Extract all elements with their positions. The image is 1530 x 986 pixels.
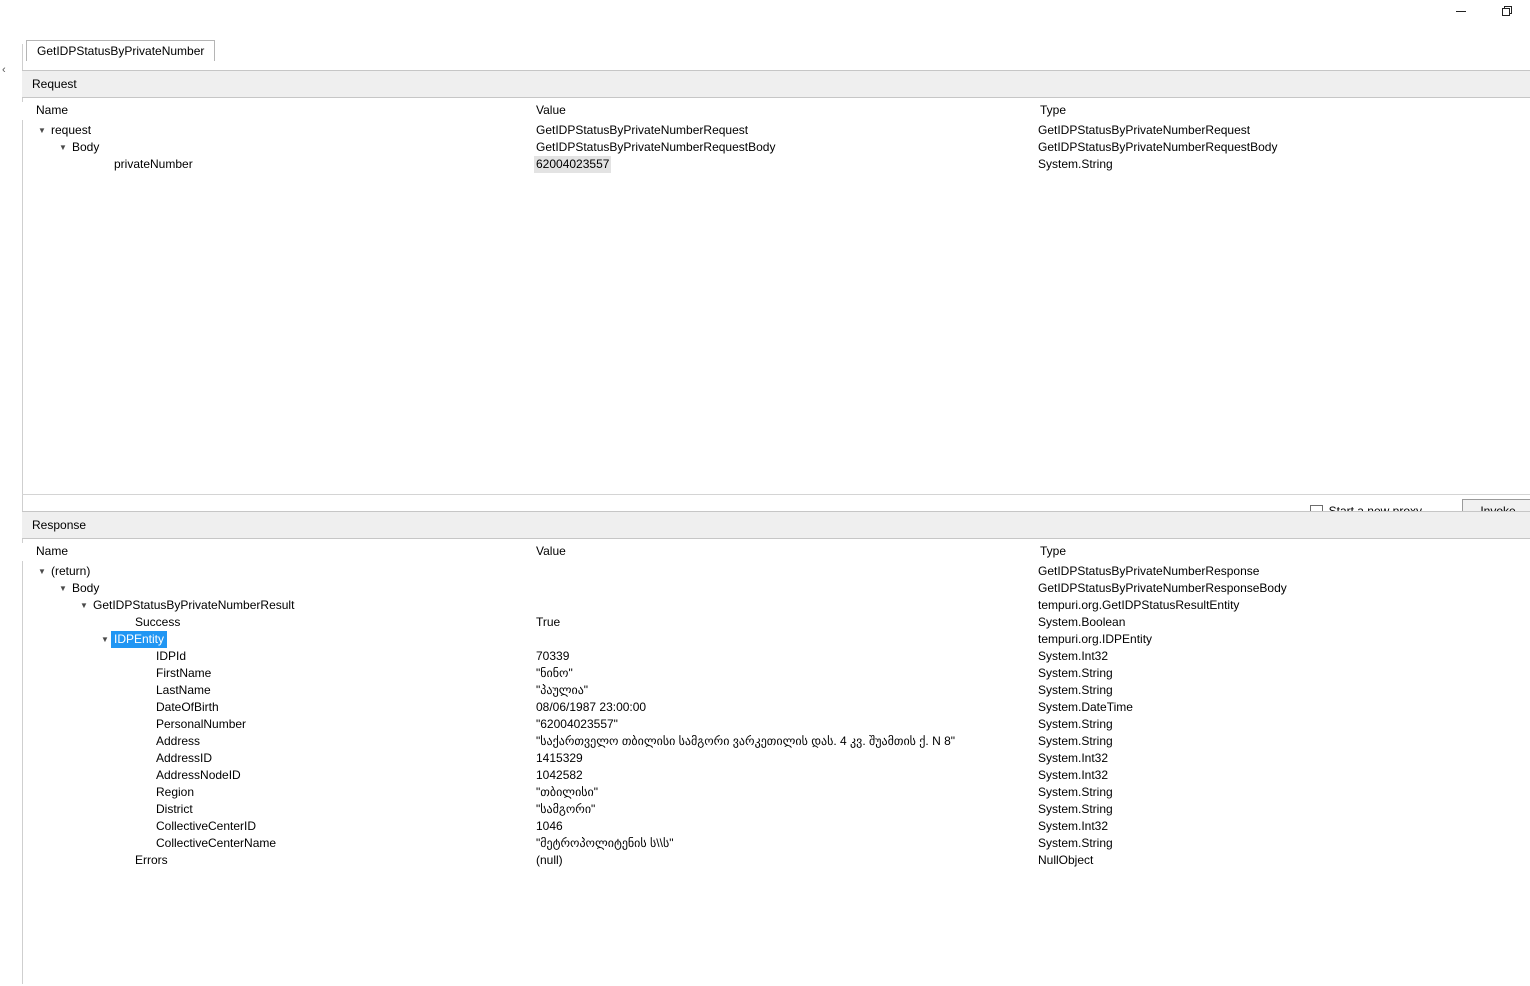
- tree-row-label: IDPEntity: [111, 631, 167, 648]
- tree-row[interactable]: [22, 699, 1530, 716]
- tree-row[interactable]: [22, 716, 1530, 733]
- response-tree[interactable]: [22, 563, 1530, 983]
- tree-row-type-cell: GetIDPStatusByPrivateNumberRequest: [1038, 123, 1251, 137]
- tree-indent-spacer: [141, 818, 153, 835]
- tree-indent-spacer: [141, 733, 153, 750]
- tree-row-name-cell: [141, 733, 203, 750]
- tree-row[interactable]: [22, 682, 1530, 699]
- tree-row-value: (null): [536, 853, 563, 867]
- tree-row-name-cell: [57, 580, 102, 597]
- tree-row-value: GetIDPStatusByPrivateNumberRequestBody: [536, 140, 776, 154]
- tree-row-type-cell: System.Int32: [1038, 751, 1109, 765]
- tree-row-value-cell[interactable]: [534, 597, 538, 614]
- response-column-name[interactable]: Name: [36, 544, 69, 558]
- tree-row-name-cell: [141, 801, 196, 818]
- chevron-down-icon[interactable]: ▼: [38, 126, 46, 135]
- tree-row-value-cell[interactable]: [534, 835, 675, 852]
- tree-row-name-cell: [141, 682, 214, 699]
- tree-row-type-cell: GetIDPStatusByPrivateNumberRequestBody: [1038, 140, 1278, 154]
- tree-row-label: FirstName: [156, 666, 212, 680]
- tree-row-value: "პაულია": [536, 683, 589, 697]
- tree-row[interactable]: [22, 563, 1530, 580]
- tree-row[interactable]: [22, 648, 1530, 665]
- tree-row-value-cell[interactable]: [534, 716, 620, 733]
- tree-row-name-cell: [141, 750, 215, 767]
- tree-row-label: AddressNodeID: [156, 768, 241, 782]
- tree-row-value: 1046: [536, 819, 563, 833]
- tree-row-label: AddressID: [156, 751, 213, 765]
- chevron-down-icon[interactable]: ▼: [59, 143, 67, 152]
- tree-row[interactable]: [22, 580, 1530, 597]
- request-column-value[interactable]: Value: [536, 103, 566, 117]
- tree-row-value-cell[interactable]: [534, 682, 590, 699]
- tree-row-value: 1415329: [536, 751, 583, 765]
- tree-row-name-cell: [57, 139, 102, 156]
- tree-row-name-cell: [141, 767, 244, 784]
- tree-indent-spacer: [141, 682, 153, 699]
- tree-row-label: GetIDPStatusByPrivateNumberResult: [93, 598, 295, 612]
- tree-row-name-cell: [78, 597, 297, 614]
- tree-row[interactable]: [22, 818, 1530, 835]
- tree-row-label: District: [156, 802, 193, 816]
- tree-row-value: 1042582: [536, 768, 583, 782]
- tree-row-value-cell[interactable]: [534, 733, 957, 750]
- tree-row[interactable]: [22, 801, 1530, 818]
- tree-row[interactable]: [22, 122, 1530, 139]
- tree-row-type-cell: System.String: [1038, 802, 1113, 816]
- request-panel-label: Request: [32, 77, 77, 91]
- rail-marker: ‹: [2, 64, 6, 76]
- tree-row-type-cell: GetIDPStatusByPrivateNumberResponseBody: [1038, 581, 1287, 595]
- minimize-icon[interactable]: [1438, 0, 1484, 22]
- tree-row-label: Address: [156, 734, 201, 748]
- tree-row-name-cell: [141, 648, 189, 665]
- tree-row-name-cell: [141, 665, 214, 682]
- tree-row-value-cell[interactable]: [534, 614, 562, 631]
- tree-indent-spacer: [141, 665, 153, 682]
- tree-row-label: request: [51, 123, 92, 137]
- tree-row-type-cell: System.Int32: [1038, 819, 1109, 833]
- tree-row[interactable]: [22, 597, 1530, 614]
- tree-row-name-cell: [99, 631, 167, 648]
- tree-row-label: (return): [51, 564, 91, 578]
- tree-indent-spacer: [141, 716, 153, 733]
- tree-row-value-cell[interactable]: [534, 784, 600, 801]
- request-column-type[interactable]: Type: [1040, 103, 1067, 117]
- tree-row-name-cell: [141, 784, 197, 801]
- title-bar: [0, 0, 1530, 23]
- tree-row-label: Body: [72, 581, 100, 595]
- left-rail: [0, 22, 23, 986]
- tree-row-value: "მეტროპოლიტენის ს\\ს": [536, 836, 674, 850]
- tree-row[interactable]: [22, 767, 1530, 784]
- tree-row-value-cell[interactable]: [534, 631, 538, 648]
- tree-indent-spacer: [120, 614, 132, 631]
- tree-row-value-cell[interactable]: [534, 122, 750, 139]
- tree-row-label: CollectiveCenterID: [156, 819, 257, 833]
- tree-row[interactable]: [22, 784, 1530, 801]
- tree-row-type-cell: System.String: [1038, 717, 1113, 731]
- tree-row-value: 62004023557: [536, 157, 610, 171]
- tree-row-name-cell: [120, 614, 183, 631]
- response-column-headers: [22, 543, 1530, 561]
- tree-row-label: PersonalNumber: [156, 717, 247, 731]
- tree-row-value: GetIDPStatusByPrivateNumberRequest: [536, 123, 749, 137]
- tree-row-type-cell: System.String: [1038, 683, 1113, 697]
- request-column-headers: [22, 102, 1530, 120]
- tree-row-value-cell[interactable]: [534, 818, 565, 835]
- tree-row-value-cell[interactable]: [534, 767, 585, 784]
- tab-label: GetIDPStatusByPrivateNumber: [37, 44, 205, 58]
- tree-row-value-cell[interactable]: [534, 563, 538, 580]
- tree-row[interactable]: [22, 665, 1530, 682]
- tree-row-label: DateOfBirth: [156, 700, 219, 714]
- tree-row-value: "თბილისი": [536, 785, 599, 799]
- tree-row-value-cell[interactable]: [534, 648, 571, 665]
- tree-row-name-cell: [36, 122, 94, 139]
- tree-row-type-cell: System.String: [1038, 666, 1113, 680]
- chevron-down-icon[interactable]: ▼: [101, 635, 109, 644]
- tree-row-label: Errors: [135, 853, 168, 867]
- tree-row-type-cell: System.Int32: [1038, 649, 1109, 663]
- tree-row-name-cell: [141, 835, 279, 852]
- tree-indent-spacer: [141, 801, 153, 818]
- tree-row-value-cell[interactable]: [534, 580, 538, 597]
- tree-row-label: Body: [72, 140, 100, 154]
- tree-row-type-cell: System.String: [1038, 836, 1113, 850]
- tree-row-name-cell: [120, 852, 171, 869]
- tree-row-label: IDPId: [156, 649, 187, 663]
- response-column-type[interactable]: Type: [1040, 544, 1067, 558]
- tree-row-value-cell[interactable]: [534, 801, 597, 818]
- tree-row-type-cell: System.Int32: [1038, 768, 1109, 782]
- tree-row-type-cell: System.Boolean: [1038, 615, 1126, 629]
- tree-row[interactable]: [22, 631, 1530, 648]
- tree-row-label: CollectiveCenterName: [156, 836, 277, 850]
- request-tree[interactable]: [22, 122, 1530, 502]
- tree-row-value: "62004023557": [536, 717, 618, 731]
- tree-indent-spacer: [141, 784, 153, 801]
- tree-row-name-cell: [99, 156, 196, 173]
- tree-indent-spacer: [141, 767, 153, 784]
- window-controls: [1438, 0, 1530, 22]
- tree-row[interactable]: [22, 852, 1530, 869]
- tree-indent-spacer: [141, 699, 153, 716]
- tree-row-value: 70339: [536, 649, 570, 663]
- tree-row[interactable]: [22, 139, 1530, 156]
- tab-strip: [22, 22, 1530, 58]
- tree-row-value-cell[interactable]: [534, 665, 575, 682]
- tree-row-value-cell[interactable]: [534, 156, 611, 173]
- tree-row-value: "საქართველო თბილისი სამგორი ვარკეთილის დას. 4 კვ. შუამთის ქ. N 8": [536, 734, 956, 748]
- tree-row-type-cell: System.DateTime: [1038, 700, 1133, 714]
- tree-row-value: True: [536, 615, 561, 629]
- tree-indent-spacer: [141, 648, 153, 665]
- tree-row-label: LastName: [156, 683, 211, 697]
- tree-row-type-cell: System.String: [1038, 785, 1113, 799]
- tree-indent-spacer: [141, 835, 153, 852]
- tree-row-value: "ნინო": [536, 666, 573, 680]
- tree-row-value-cell[interactable]: [534, 699, 648, 716]
- tree-row[interactable]: [22, 835, 1530, 852]
- chevron-down-icon[interactable]: ▼: [38, 567, 46, 576]
- tree-row-type-cell: NullObject: [1038, 853, 1094, 867]
- tree-row-label: privateNumber: [114, 157, 193, 171]
- tree-row-value-cell[interactable]: [534, 139, 777, 156]
- tree-indent-spacer: [141, 750, 153, 767]
- tree-row[interactable]: [22, 614, 1530, 631]
- chevron-down-icon[interactable]: ▼: [59, 584, 67, 593]
- tree-row-name-cell: [141, 699, 222, 716]
- tree-row-label: Success: [135, 615, 181, 629]
- tree-row-type-cell: System.String: [1038, 734, 1113, 748]
- tree-row-value: "სამგორი": [536, 802, 596, 816]
- tree-row-type-cell: System.String: [1038, 157, 1113, 171]
- tab-getidpstatusbyprivatenumber[interactable]: [26, 40, 215, 61]
- tree-row-type-cell: tempuri.org.GetIDPStatusResultEntity: [1038, 598, 1240, 612]
- tree-row-type-cell: GetIDPStatusByPrivateNumberResponse: [1038, 564, 1260, 578]
- restore-icon[interactable]: [1484, 0, 1530, 22]
- request-bottom-separator: [22, 494, 1530, 495]
- chevron-down-icon[interactable]: ▼: [80, 601, 88, 610]
- tree-row[interactable]: [22, 733, 1530, 750]
- tree-row-value-cell[interactable]: [534, 750, 585, 767]
- tree-row-value: 08/06/1987 23:00:00: [536, 700, 647, 714]
- tree-row-value-cell[interactable]: [534, 852, 565, 869]
- response-panel-header: [22, 511, 1530, 539]
- tree-row-name-cell: [141, 818, 259, 835]
- response-column-value[interactable]: Value: [536, 544, 566, 558]
- tree-row[interactable]: [22, 156, 1530, 173]
- tree-row-label: Region: [156, 785, 195, 799]
- response-panel-label: Response: [32, 518, 87, 532]
- tree-indent-spacer: [99, 156, 111, 173]
- tree-row[interactable]: [22, 750, 1530, 767]
- tree-indent-spacer: [120, 852, 132, 869]
- tree-row-type-cell: tempuri.org.IDPEntity: [1038, 632, 1153, 646]
- tree-row-name-cell: [36, 563, 93, 580]
- request-panel-header: [22, 70, 1530, 98]
- tree-row-name-cell: [141, 716, 249, 733]
- request-column-name[interactable]: Name: [36, 103, 69, 117]
